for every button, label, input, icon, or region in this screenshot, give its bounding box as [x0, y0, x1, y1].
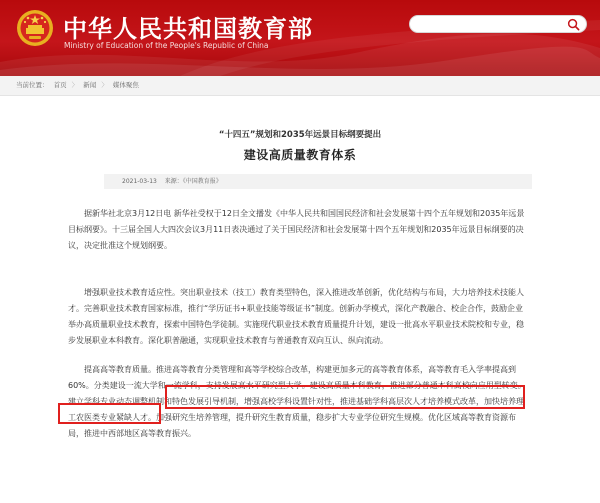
site-header: [0, 0, 600, 76]
highlight-box: [165, 385, 525, 409]
breadcrumb-item-news[interactable]: 新闻: [83, 81, 97, 89]
breadcrumb: [0, 76, 600, 96]
national-emblem-icon[interactable]: [15, 8, 55, 48]
paragraph-text: 增强职业技术教育适应性。突出职业技术（技工）教育类型特色，深入推进改革创新，优化结构与布局，大力培养技术技能人才。完善职业技术教育国家标准，推行“学历证书+职业技能等级证书”制度。创新办学模式，深化产教融合、校企合作，鼓励企业举办高质量职业技术教育，探索中国特色学徒制。实施现代职业技术教育质量提升计划，建设一批高水平职业技术院校和专业，稳步发展职业本科教育。深化职普融通，实现职业技术教育与普通教育双向互认、纵向流动。: [68, 288, 524, 345]
search-icon[interactable]: [567, 18, 580, 31]
article-paragraph: [68, 206, 530, 254]
site-subtitle: Ministry of Education of the People's Republic of China: [64, 41, 269, 50]
article-paragraph: [68, 285, 530, 349]
breadcrumb-separator-icon: 〉: [101, 81, 108, 89]
paragraph-text: 提高高等教育质量。推进高等教育分类管理和高等学校综合改革，构建更加多元的高等教育体系，高等教育毛入学率提高到60%。分类建设一流大学和一流学科，支持发展高水平研究型大学。建设高质量本科教育，推进部分普通本科高校向应用型转变。建立学科专业动态调整机制和特色发展引导机制，增强高校学科设置针对性，推进基础学科高层次人才培养模式改革，加快培养理工农医类专业紧缺人才。加强研究生培养管理，提升研究生教育质量，稳步扩大专业学位研究生规模。优化区域高等教育资源布局，推进中西部地区高等教育振兴。: [68, 365, 526, 438]
search-box[interactable]: [409, 15, 587, 33]
site-title[interactable]: 中华人民共和国教育部: [63, 15, 313, 43]
breadcrumb-label: 当前位置：: [16, 81, 49, 89]
breadcrumb-item-home[interactable]: 首页: [53, 81, 67, 89]
search-input[interactable]: [418, 21, 568, 37]
article-title: 建设高质量教育体系: [243, 148, 357, 162]
article-source: 来源：《中国教育报》: [164, 178, 222, 185]
paragraph-text: 据新华社北京3月12日电 新华社受权于12日全文播发《中华人民共和国国民经济和社会发展第十四个五年规划和2035年远景目标纲要》。十三届全国人大四次会议3月11日表决通过了关于国民经济和社会发展第十四个五年规划和2035年远景目标纲要的决议，决定批准这个规划纲要。: [68, 209, 525, 250]
article-date: 2021-03-13: [122, 178, 157, 185]
highlight-box: [58, 403, 161, 424]
breadcrumb-item-media-focus[interactable]: 媒体聚焦: [112, 81, 139, 89]
article-title-kicker: “十四五”规划和2035年远景目标纲要提出: [218, 130, 382, 140]
article-meta: [104, 174, 532, 189]
breadcrumb-separator-icon: 〉: [71, 81, 79, 89]
